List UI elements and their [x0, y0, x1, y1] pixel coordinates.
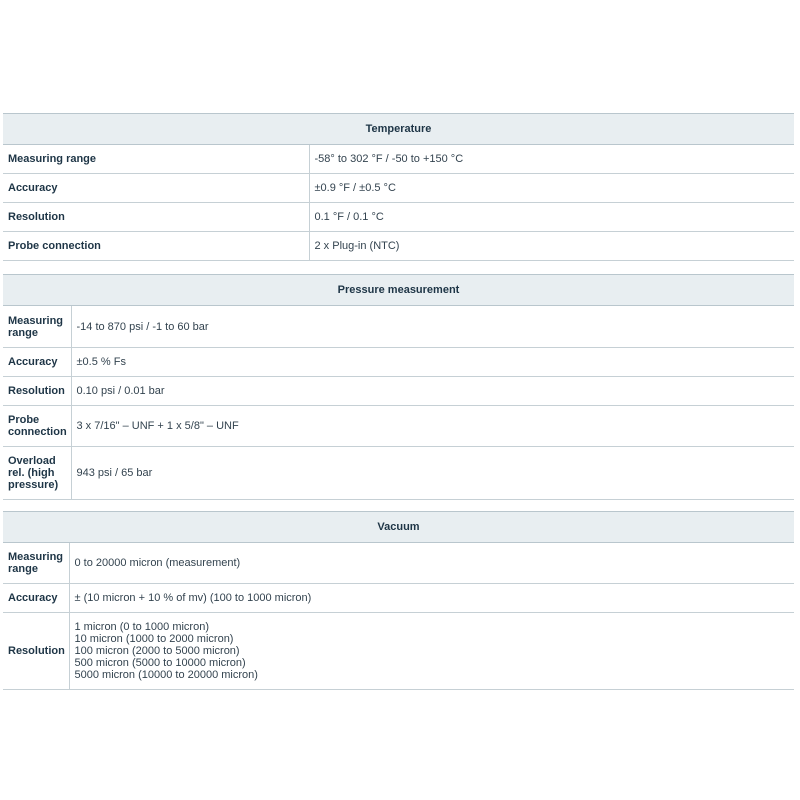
row-label: Measuring range [3, 145, 309, 174]
table-row [3, 613, 794, 690]
row-value: -14 to 870 psi / -1 to 60 bar [71, 306, 794, 348]
row-label: Accuracy [3, 584, 69, 613]
row-label: Accuracy [3, 174, 309, 203]
table-row [3, 348, 794, 377]
vacuum-table [3, 511, 794, 690]
row-label: Resolution [3, 613, 69, 690]
row-label: Accuracy [3, 348, 71, 377]
table-row [3, 145, 794, 174]
temperature-table [3, 113, 794, 261]
resolution-line: 100 micron (2000 to 5000 micron) [74, 645, 240, 657]
row-value: 943 psi / 65 bar [71, 447, 794, 500]
row-value: 0 to 20000 micron (measurement) [69, 543, 794, 584]
row-value: ±0.5 % Fs [71, 348, 794, 377]
row-label: Overload rel. (high pressure) [3, 447, 71, 500]
row-value: ±0.9 °F / ±0.5 °C [309, 174, 794, 203]
resolution-line: 5000 micron (10000 to 20000 micron) [74, 669, 258, 681]
table-row [3, 447, 794, 500]
table-row [3, 306, 794, 348]
table-row [3, 584, 794, 613]
table-row [3, 174, 794, 203]
table-row [3, 203, 794, 232]
table-row [3, 377, 794, 406]
row-value: ± (10 micron + 10 % of mv) (100 to 1000 micron) [69, 584, 794, 613]
row-value: 0.10 psi / 0.01 bar [71, 377, 794, 406]
vacuum-title: Vacuum [3, 512, 794, 543]
resolution-line: 500 micron (5000 to 10000 micron) [74, 657, 246, 669]
row-label: Measuring range [3, 306, 71, 348]
temperature-title: Temperature [3, 114, 794, 145]
resolution-line: 1 micron (0 to 1000 micron) [74, 621, 209, 633]
row-label: Resolution [3, 377, 71, 406]
resolution-line: 10 micron (1000 to 2000 micron) [74, 633, 234, 645]
row-label: Measuring range [3, 543, 69, 584]
row-value: -58° to 302 °F / -50 to +150 °C [309, 145, 794, 174]
row-label: Probe connection [3, 406, 71, 447]
table-row [3, 406, 794, 447]
row-value [69, 613, 794, 690]
row-value: 2 x Plug-in (NTC) [309, 232, 794, 261]
row-value: 3 x 7/16" – UNF + 1 x 5/8" – UNF [71, 406, 794, 447]
row-label: Probe connection [3, 232, 309, 261]
table-row [3, 232, 794, 261]
row-label: Resolution [3, 203, 309, 232]
row-value: 0.1 °F / 0.1 °C [309, 203, 794, 232]
table-row [3, 543, 794, 584]
pressure-table [3, 274, 794, 500]
pressure-title: Pressure measurement [3, 275, 794, 306]
